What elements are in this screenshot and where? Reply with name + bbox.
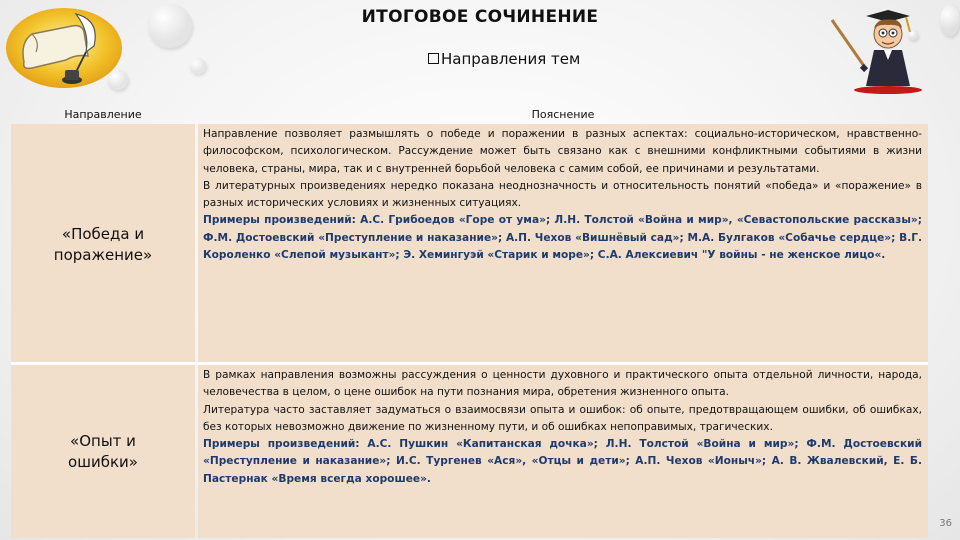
- explanation-paragraph: В рамках направления возможны рассуждения о ценности духовного и практического опыта отдельной личности, народа, человечества в целом, о цене ошибок на пути познания мира, обретения жизненного опыта.: [203, 369, 922, 399]
- page-title: ИТОГОВОЕ СОЧИНЕНИЕ: [361, 7, 599, 27]
- explanation-paragraph: Направление позволяет размышлять о победе и поражении в разных аспектах: социально-историческом, нравственно-философском, психологическом. Рассуждение может быть связано как с внешними конфликтными событиями в жизни человека, страны, мира, так и с внутренней борьбой человека с самим собой, ее причинами и результатами.: [203, 128, 922, 175]
- topics-table: [11, 106, 928, 538]
- explanation-paragraph: Литература часто заставляет задуматься о взаимосвязи опыта и ошибок: об опыте, предотвращающем ошибки, об ошибках, без которых невозможно движение по жизненному пути, и об ошибках непоправимых, трагических.: [203, 403, 922, 433]
- direction-cell: «Опыт и ошибки»: [11, 365, 195, 538]
- direction-cell: «Победа и поражение»: [11, 124, 195, 365]
- examples-paragraph: Примеры произведений: А.С. Грибоедов «Горе от ума»; Л.Н. Толстой «Война и мир», «Севастопольские рассказы»; Ф.М. Достоевский «Преступление и наказание»; А.П. Чехов «Вишнёвый сад»; М.А. Булгаков «Собачье сердце»; В.Г. Короленко «Слепой музыкант»; Э. Хемингуэй «Старик и море»; С.А. Алексиевич "У войны - не женское лицо«.: [203, 214, 922, 262]
- decor-drop: [190, 58, 206, 74]
- column-header-explanation: Пояснение: [531, 108, 595, 121]
- explanation-paragraph: В литературных произведениях нередко показана неоднозначность и относительность понятий «победа» и «поражение» в разных исторических условиях и жизненных ситуациях.: [203, 179, 922, 210]
- explanation-cell: [198, 124, 928, 365]
- page-number: 36: [939, 518, 952, 529]
- explanation-cell: [198, 365, 928, 538]
- page-subtitle: [428, 50, 580, 68]
- checkbox-bullet-icon: [428, 53, 439, 64]
- column-header-direction: Направление: [64, 108, 142, 121]
- examples-paragraph: Примеры произведений: А.С. Пушкин «Капитанская дочка»; Л.Н. Толстой «Война и мир»; Ф.М. Достоевский «Преступление и наказание»; И.С. Тургенев «Ася», «Отцы и дети»; А.П. Чехов «Ионыч»; А. В. Жвалевский, Е. Б. Пастернак «Время всегда хорошее».: [203, 438, 922, 485]
- subtitle-text: Направления тем: [441, 50, 581, 68]
